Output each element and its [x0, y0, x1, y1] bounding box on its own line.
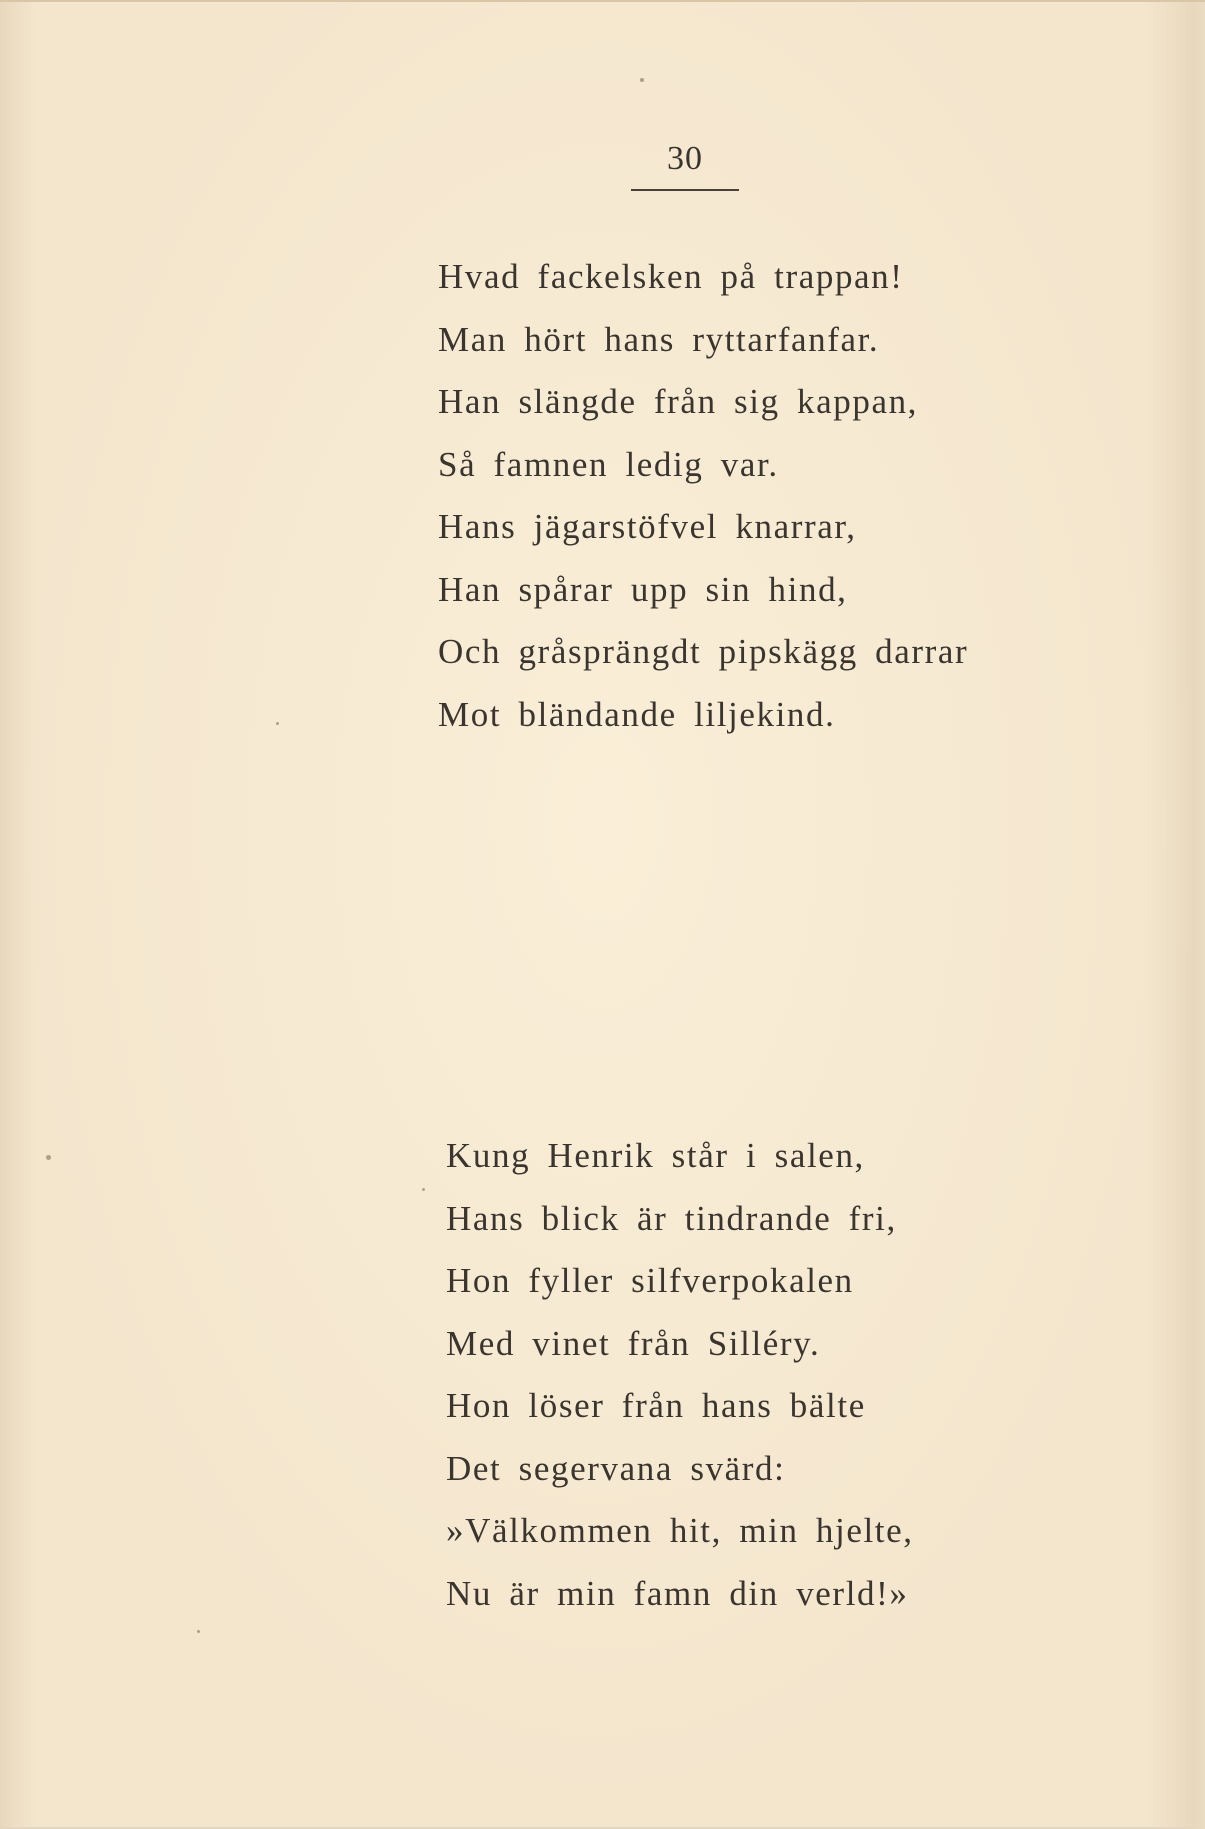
verse-line: »Välkommen hit, min hjelte, — [446, 1511, 914, 1550]
verse-line: Hans jägarstöfvel knarrar, — [438, 507, 857, 546]
paper-speck — [422, 1188, 425, 1191]
verse-line: Hvad fackelsken på trappan! — [438, 257, 904, 296]
paper-speck — [46, 1155, 51, 1160]
verse-line: Han spårar upp sin hind, — [438, 569, 848, 609]
paper-speck — [640, 78, 644, 82]
verse-line: Man hört hans ryttarfanfar. — [438, 319, 880, 359]
page-number-rule — [631, 189, 739, 191]
verse-line: Och gråsprängdt pipskägg darrar — [438, 632, 969, 671]
page-number: 30 — [667, 140, 703, 177]
page-edge — [1193, 2, 1205, 1829]
verse-line: Med vinet från Silléry. — [446, 1323, 821, 1363]
verse-line: Hon löser från hans bälte — [446, 1386, 866, 1425]
verse-line: Hon fyller silfverpokalen — [446, 1261, 854, 1300]
verse-line: Han slängde från sig kappan, — [438, 382, 919, 421]
verse-line: Kung Henrik står i salen, — [446, 1136, 865, 1175]
stanza-2 — [446, 1125, 914, 1625]
verse-line: Mot bländande liljekind. — [438, 694, 836, 734]
paper-speck — [276, 722, 279, 725]
stanza-1 — [438, 246, 968, 746]
verse-line: Så famnen ledig var. — [438, 444, 779, 484]
paper-speck — [197, 1630, 200, 1633]
verse-line: Nu är min famn din verld!» — [446, 1573, 909, 1613]
verse-line: Det segervana svärd: — [446, 1448, 786, 1488]
verse-line: Hans blick är tindrande fri, — [446, 1198, 897, 1238]
